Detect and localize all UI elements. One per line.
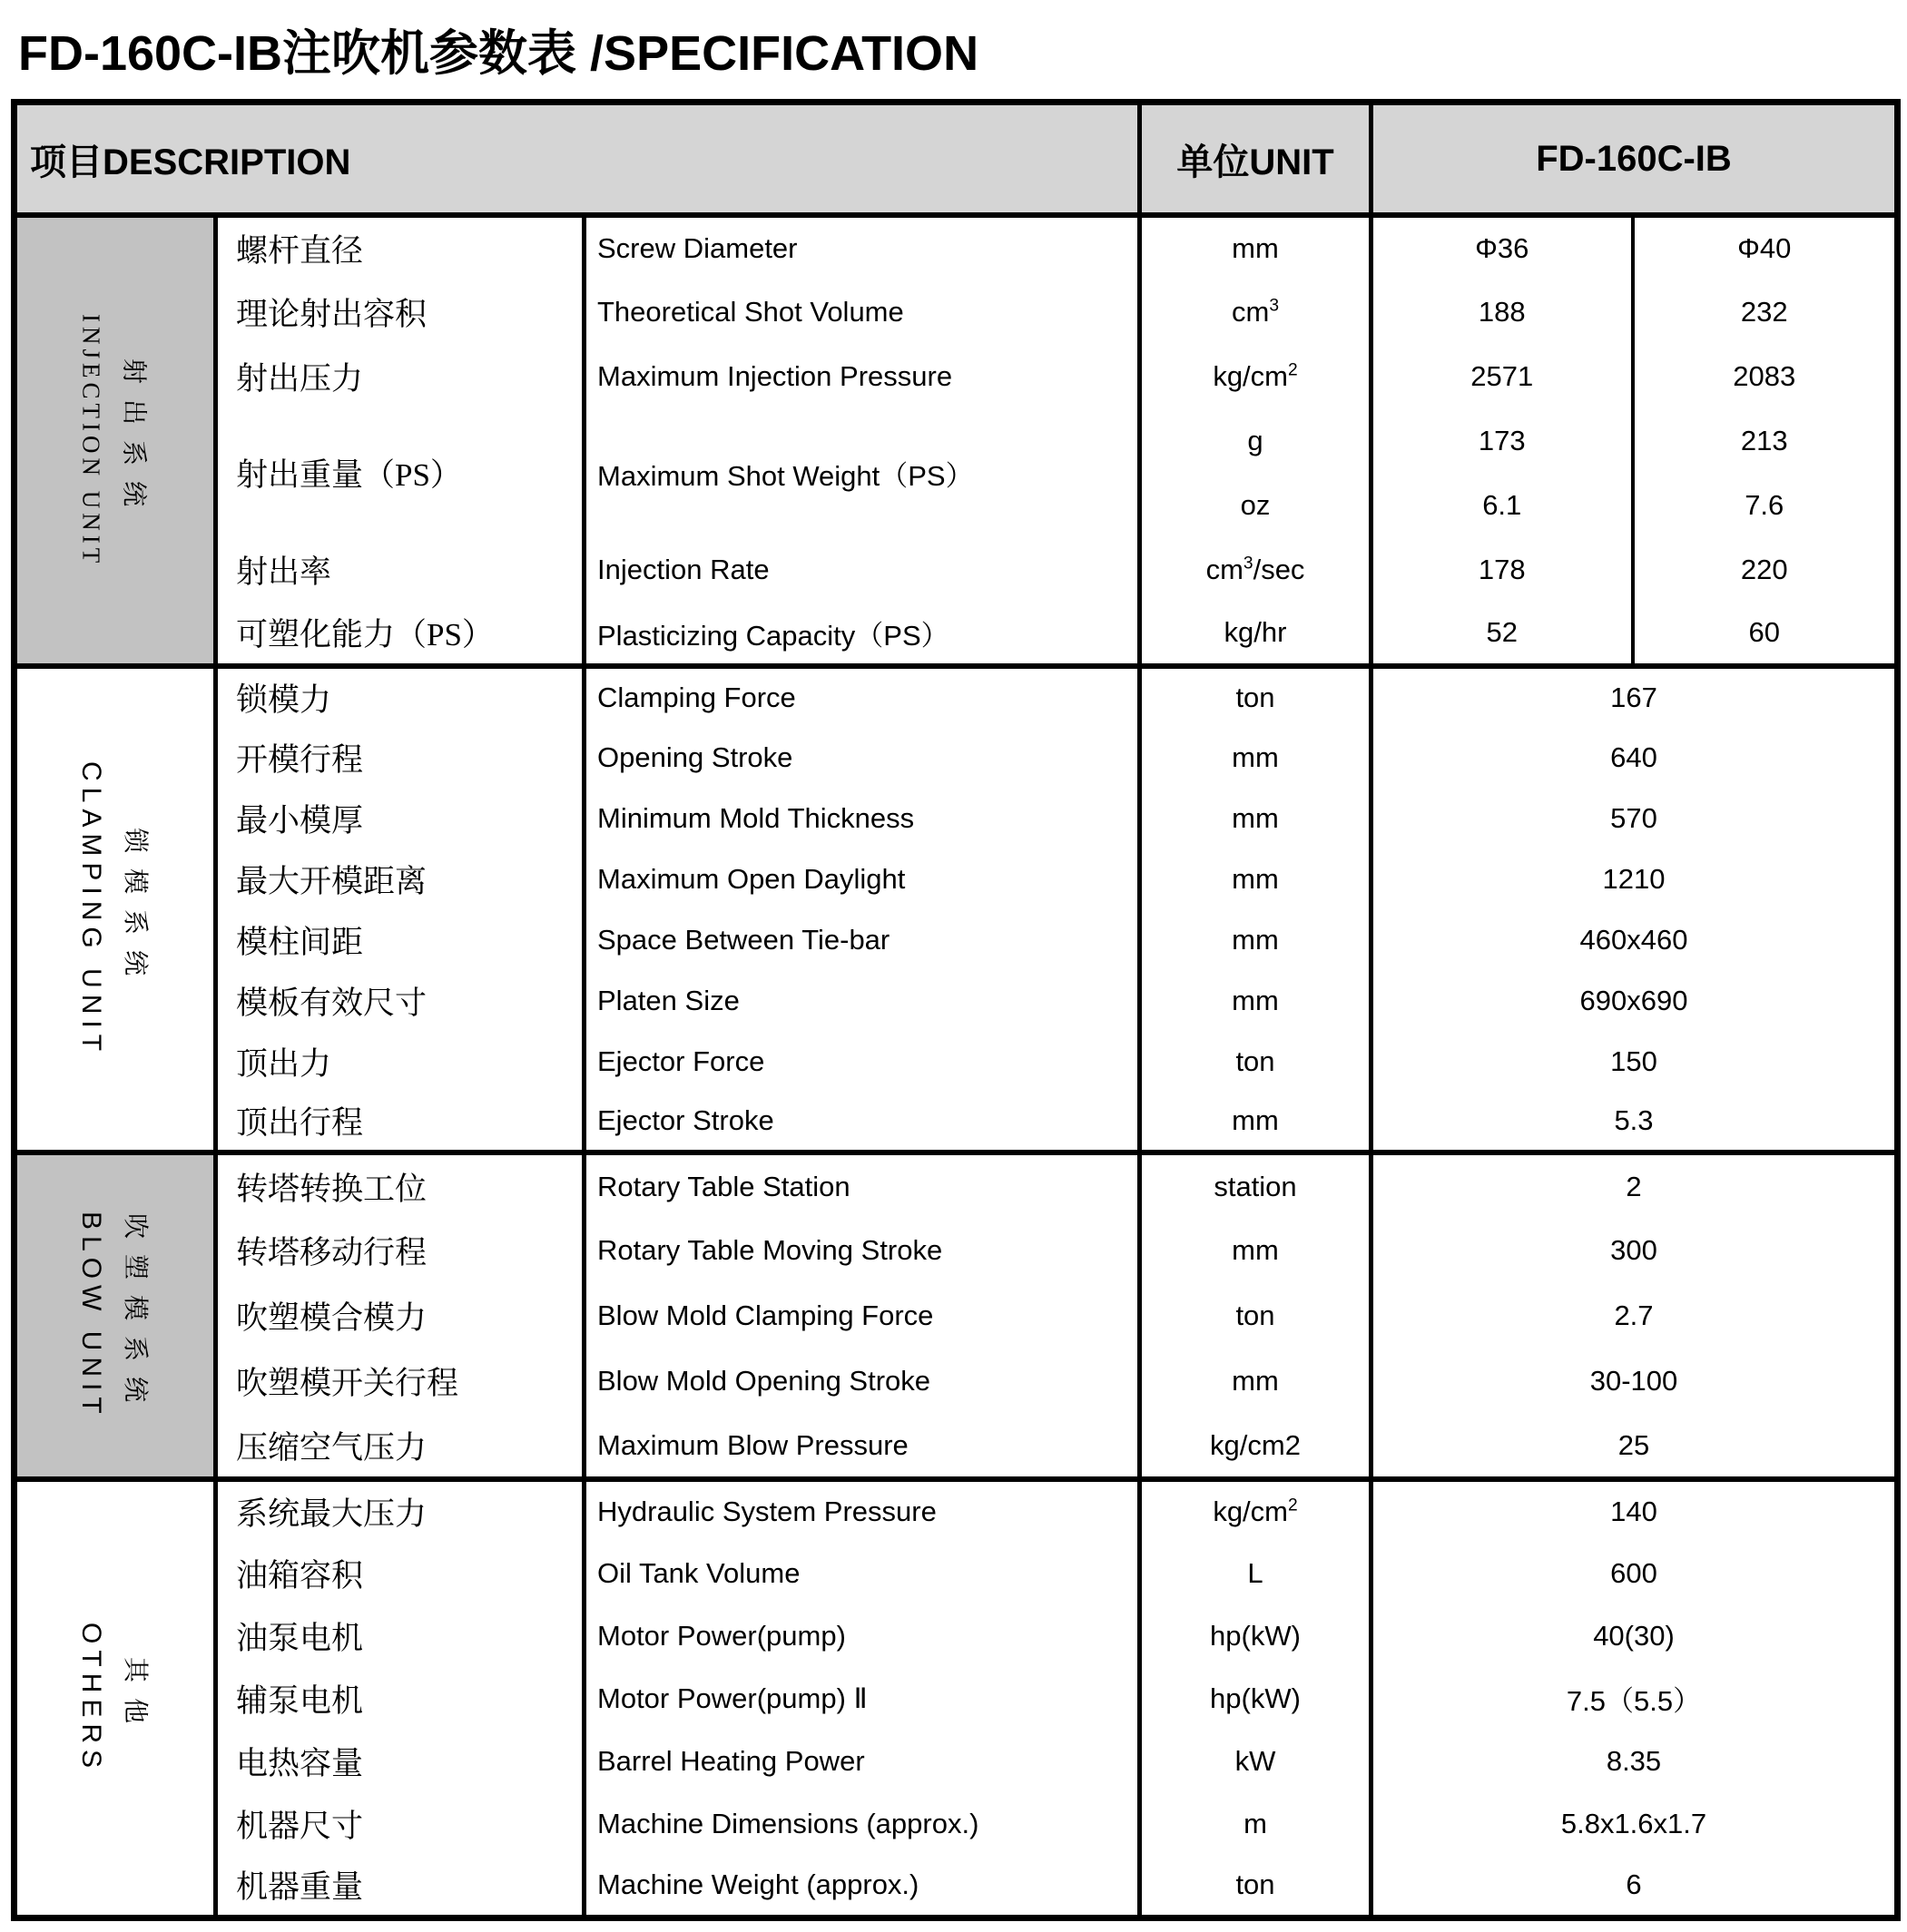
table-row: [15, 408, 1898, 473]
row-label-cn: 射出压力: [216, 344, 585, 408]
row-value-2: Φ40: [1737, 232, 1792, 264]
row-unit: mm: [1140, 727, 1371, 788]
row-value-1: 178: [1371, 537, 1633, 602]
row-unit: g: [1140, 408, 1371, 473]
row-label-cn: 理论射出容积: [216, 280, 585, 344]
row-unit: $cm^3/\sec$: [1140, 537, 1371, 602]
page-title: FD-160C-IB注吹机参数表 /SPECIFICATION: [18, 26, 979, 81]
row-label-en: Platen Size: [585, 970, 1140, 1031]
section-name-cn: 吹塑模系统: [121, 1213, 149, 1418]
row-label-cn: 螺杆直径: [216, 215, 585, 280]
row-value-2: 213: [1740, 424, 1788, 456]
section-header-others: [15, 1479, 216, 1917]
row-unit: station: [1140, 1152, 1371, 1218]
spec-table: [11, 99, 1901, 1921]
row-unit: mm: [1140, 1348, 1371, 1414]
row-value-1: Φ36: [1371, 215, 1633, 280]
row-label-cn: 系统最大压力: [216, 1479, 585, 1542]
row-value: 600: [1610, 1556, 1657, 1589]
row-label-cn: 压缩空气压力: [216, 1414, 585, 1479]
table-row: [15, 1855, 1898, 1917]
table-row: [15, 215, 1898, 280]
header-description-en: DESCRIPTION: [103, 142, 351, 182]
row-value: 640: [1610, 740, 1657, 773]
row-value-2: 7.6: [1745, 488, 1784, 521]
row-unit: kg/hr: [1140, 602, 1371, 666]
table-row: [15, 1542, 1898, 1604]
row-label-en: Barrel Heating Power: [585, 1730, 1140, 1792]
row-label-cn: 油泵电机: [216, 1604, 585, 1667]
table-row: [15, 602, 1898, 666]
row-value-1: 52: [1371, 602, 1633, 666]
section-name-en: CLAMPING UNIT: [76, 760, 106, 1058]
row-value: 2.7: [1614, 1299, 1654, 1331]
table-row: [15, 970, 1898, 1031]
row-label-cn: 油箱容积: [216, 1542, 585, 1604]
row-value: 570: [1610, 801, 1657, 834]
row-value: 7.5（5.5）: [1566, 1685, 1702, 1717]
row-unit: mm: [1140, 1218, 1371, 1283]
header-unit-cell: [1140, 103, 1371, 216]
row-unit: $cm^3$: [1140, 280, 1371, 344]
section-header-clamping: [15, 666, 216, 1152]
row-label-en: Rotary Table Station: [585, 1152, 1140, 1218]
row-label-en: Machine Weight (approx.): [585, 1855, 1140, 1917]
row-label-en: Blow Mold Clamping Force: [585, 1283, 1140, 1348]
table-row: [15, 1414, 1898, 1479]
section-header-blow: [15, 1152, 216, 1479]
row-value: 8.35: [1606, 1744, 1662, 1777]
row-unit: mm: [1140, 970, 1371, 1031]
row-label-en: Motor Power(pump): [585, 1604, 1140, 1667]
row-label-en: Ejector Stroke: [585, 1092, 1140, 1152]
row-value: 140: [1610, 1496, 1657, 1527]
row-label-en: Motor Power(pump) Ⅱ: [585, 1667, 1140, 1730]
row-unit: $kg/cm^2$: [1140, 344, 1371, 408]
row-label-en: Maximum Blow Pressure: [585, 1414, 1140, 1479]
row-label-en: Maximum Open Daylight: [585, 848, 1140, 909]
section-clamping: [15, 666, 1898, 1152]
row-value: 460x460: [1579, 923, 1688, 956]
section-blow: [15, 1152, 1898, 1479]
row-label-cn: 吹塑模合模力: [216, 1283, 585, 1348]
section-name-cn: 射出系统: [119, 358, 148, 523]
row-label-cn: 最大开模距离: [216, 848, 585, 909]
row-label-cn: 吹塑模开关行程: [216, 1348, 585, 1414]
row-label-en: Opening Stroke: [585, 727, 1140, 788]
row-label-cn: 可塑化能力（PS）: [216, 602, 585, 666]
row-label-en: Machine Dimensions (approx.): [585, 1792, 1140, 1855]
row-label-cn: 转塔移动行程: [216, 1218, 585, 1283]
table-row: [15, 666, 1898, 727]
row-unit: ton: [1140, 1855, 1371, 1917]
row-unit: oz: [1140, 473, 1371, 537]
table-row: [15, 788, 1898, 848]
row-label-en: Minimum Mold Thickness: [585, 788, 1140, 848]
table-row: [15, 1730, 1898, 1792]
row-label-en: Clamping Force: [585, 666, 1140, 727]
row-value: 5.8x1.6x1.7: [1560, 1807, 1707, 1839]
row-label-en: Injection Rate: [585, 537, 1140, 602]
row-value: 300: [1610, 1234, 1657, 1266]
row-value: 167: [1610, 682, 1657, 713]
row-value: 25: [1617, 1428, 1650, 1461]
header-unit-cn: 单位: [1176, 141, 1250, 182]
row-value-1: 2571: [1371, 344, 1633, 408]
row-label-cn: 锁模力: [216, 666, 585, 727]
table-row: [15, 1604, 1898, 1667]
table-row: [15, 1479, 1898, 1542]
row-value: 1210: [1602, 862, 1666, 895]
row-label-cn: 开模行程: [216, 727, 585, 788]
row-label-cn: 射出率: [216, 537, 585, 602]
table-row: [15, 537, 1898, 602]
row-label-en: Ejector Force: [585, 1031, 1140, 1092]
row-value-2: 60: [1748, 616, 1780, 648]
header-unit-en: UNIT: [1249, 142, 1334, 182]
table-row: [15, 848, 1898, 909]
row-label-cn: 机器尺寸: [216, 1792, 585, 1855]
row-unit: ton: [1140, 666, 1371, 727]
row-value: 30-100: [1589, 1365, 1678, 1397]
header-model-cell: FD-160C-IB: [1371, 103, 1898, 216]
row-value-1: 188: [1371, 280, 1633, 344]
row-unit: mm: [1140, 215, 1371, 280]
row-value: 150: [1610, 1044, 1657, 1077]
row-label-en: Screw Diameter: [585, 215, 1140, 280]
row-unit: hp(kW): [1140, 1667, 1371, 1730]
row-label-cn: 电热容量: [216, 1730, 585, 1792]
row-label-cn: 顶出力: [216, 1031, 585, 1092]
table-row: [15, 727, 1898, 788]
table-row: [15, 1218, 1898, 1283]
table-row: [15, 1792, 1898, 1855]
row-unit: L: [1140, 1542, 1371, 1604]
row-value-1: 6.1: [1371, 473, 1633, 537]
row-unit: $kg/cm^2$: [1140, 1479, 1371, 1542]
row-label-cn: 顶出行程: [216, 1092, 585, 1152]
row-label-cn: 模板有效尺寸: [216, 970, 585, 1031]
table-row: [15, 1031, 1898, 1092]
row-unit: mm: [1140, 788, 1371, 848]
table-row: [15, 909, 1898, 970]
row-value: 2: [1626, 1170, 1642, 1202]
row-label-cn: 机器重量: [216, 1855, 585, 1917]
row-label-cn: 转塔转换工位: [216, 1152, 585, 1218]
row-value: 690x690: [1579, 984, 1688, 1016]
section-name-cn: 锁模系统: [121, 827, 149, 991]
row-value-1: 173: [1371, 408, 1633, 473]
row-label-en: Space Between Tie-bar: [585, 909, 1140, 970]
row-unit: ton: [1140, 1283, 1371, 1348]
table-row: [15, 1667, 1898, 1730]
row-label-en: Blow Mold Opening Stroke: [585, 1348, 1140, 1414]
row-unit: hp(kW): [1140, 1604, 1371, 1667]
row-value-2: 232: [1740, 295, 1788, 328]
table-row: [15, 1348, 1898, 1414]
row-unit: mm: [1140, 848, 1371, 909]
table-row: [15, 344, 1898, 408]
row-label-cn: 射出重量（PS）: [216, 408, 585, 537]
row-unit: mm: [1140, 909, 1371, 970]
row-value-2: 220: [1740, 553, 1788, 585]
header-row: [15, 103, 1898, 216]
section-others: [15, 1479, 1898, 1917]
header-description-cell: [15, 103, 1140, 216]
table-row: [15, 280, 1898, 344]
row-label-en: Oil Tank Volume: [585, 1542, 1140, 1604]
row-label-en: Maximum Shot Weight（PS）: [585, 408, 1140, 537]
row-label-en: Theoretical Shot Volume: [585, 280, 1140, 344]
section-injection: [15, 215, 1898, 666]
table-header: [15, 103, 1898, 216]
row-label-en: Rotary Table Moving Stroke: [585, 1218, 1140, 1283]
row-value: 6: [1626, 1868, 1642, 1900]
section-name-cn: 其他: [121, 1657, 149, 1740]
row-value-2: 2083: [1733, 359, 1796, 392]
row-label-cn: 模柱间距: [216, 909, 585, 970]
row-label-cn: 辅泵电机: [216, 1667, 585, 1730]
row-unit: ton: [1140, 1031, 1371, 1092]
table-row: [15, 1283, 1898, 1348]
row-label-en: Hydraulic System Pressure: [585, 1479, 1140, 1542]
section-header-injection: [15, 215, 216, 666]
row-unit: kg/cm2: [1140, 1414, 1371, 1479]
row-value: 40(30): [1593, 1619, 1675, 1652]
section-name-en: OTHERS: [76, 1622, 106, 1774]
row-unit: m: [1140, 1792, 1371, 1855]
row-label-cn: 最小模厚: [216, 788, 585, 848]
section-name-en: BLOW UNIT: [76, 1211, 106, 1420]
table-row: [15, 1152, 1898, 1218]
row-label-en: Plasticizing Capacity（PS）: [585, 602, 1140, 666]
table-row: [15, 1092, 1898, 1152]
row-value: 5.3: [1614, 1104, 1654, 1136]
header-description-cn: 项目: [30, 141, 103, 182]
row-unit: mm: [1140, 1092, 1371, 1152]
row-unit: kW: [1140, 1730, 1371, 1792]
row-label-en: Maximum Injection Pressure: [585, 344, 1140, 408]
section-name-en: INJECTION UNIT: [77, 313, 105, 568]
